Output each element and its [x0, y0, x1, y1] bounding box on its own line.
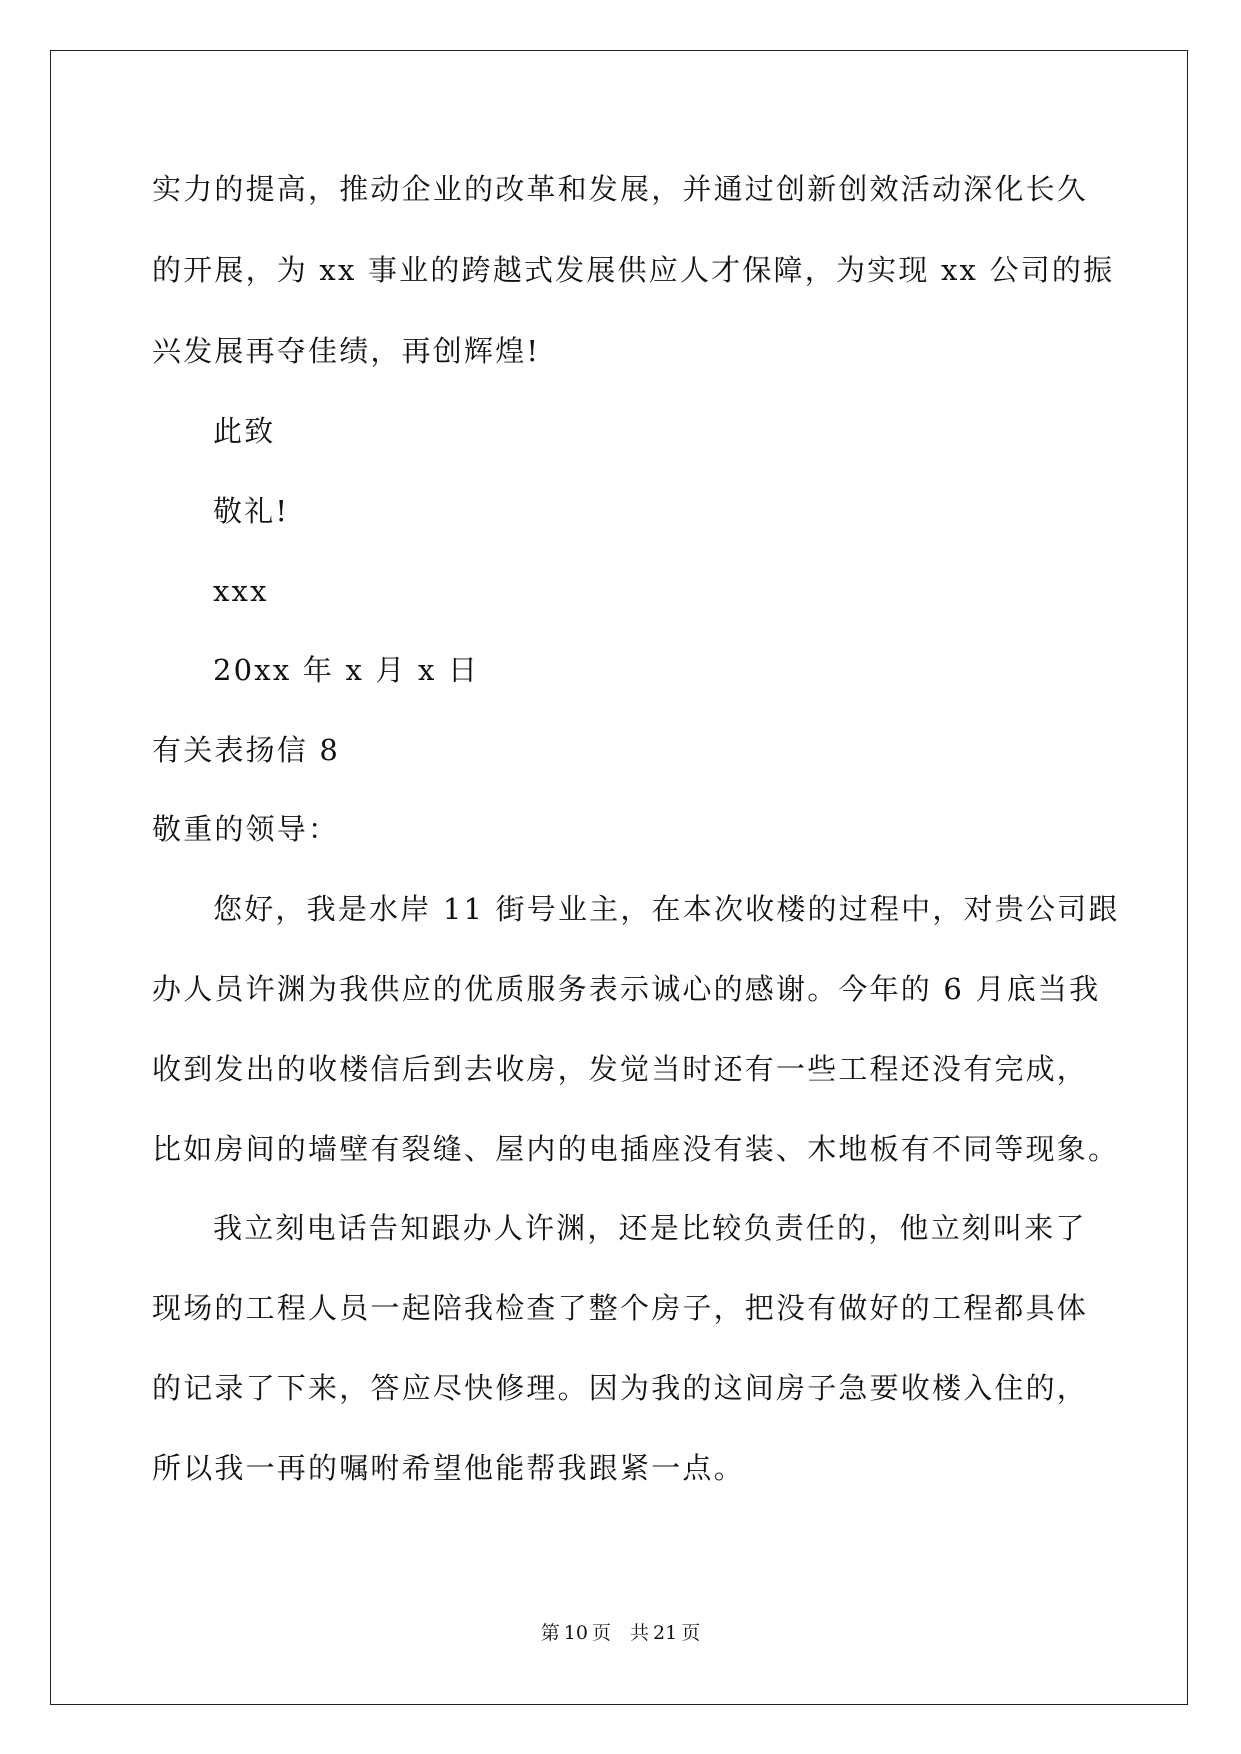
page-number-prefix: 第 — [540, 1622, 560, 1644]
paragraph-line: 比如房间的墙壁有裂缝、屋内的电插座没有装、木地板有不同等现象。 — [152, 1132, 1120, 1166]
paragraph-line: 实力的提高，推动企业的改革和发展，并通过创新创效活动深化长久 — [152, 172, 1089, 206]
paragraph-line: 办人员许渊为我供应的优质服务表示诚心的感谢。今年的 6 月底当我 — [152, 972, 1101, 1006]
signature-date: 20xx 年 x 月 x 日 — [213, 653, 480, 687]
paragraph-line: 您好，我是水岸 11 街号业主，在本次收楼的过程中，对贵公司跟 — [213, 892, 1120, 926]
paragraph-line: 现场的工程人员一起陪我检查了整个房子，把没有做好的工程都具体 — [152, 1291, 1089, 1325]
page-number-total: 21 — [653, 1622, 678, 1644]
page-footer — [0, 1618, 1241, 1645]
page-number-suffix: 页 — [681, 1622, 701, 1644]
paragraph-line: 我立刻电话告知跟办人许渊，还是比较负责任的，他立刻叫来了 — [213, 1211, 1087, 1245]
section-heading: 有关表扬信 8 — [152, 733, 341, 767]
closing-salutation: 此致 — [213, 414, 276, 448]
paragraph-line: 收到发出的收楼信后到去收房，发觉当时还有一些工程还没有完成， — [152, 1052, 1089, 1086]
page-number-middle: 页 共 — [591, 1622, 649, 1644]
paragraph-line: 的开展，为 xx 事业的跨越式发展供应人才保障，为实现 xx 公司的振 — [152, 253, 1115, 287]
paragraph-line: 兴发展再夺佳绩，再创辉煌! — [152, 334, 541, 368]
closing-regards: 敬礼! — [213, 494, 290, 528]
signature-name: xxx — [213, 574, 269, 608]
paragraph-line: 的记录了下来，答应尽快修理。因为我的这间房子急要收楼入住的， — [152, 1371, 1089, 1405]
page-number-current: 10 — [563, 1622, 588, 1644]
letter-greeting: 敬重的领导： — [152, 812, 340, 846]
paragraph-line: 所以我一再的嘱咐希望他能帮我跟紧一点。 — [152, 1451, 745, 1485]
